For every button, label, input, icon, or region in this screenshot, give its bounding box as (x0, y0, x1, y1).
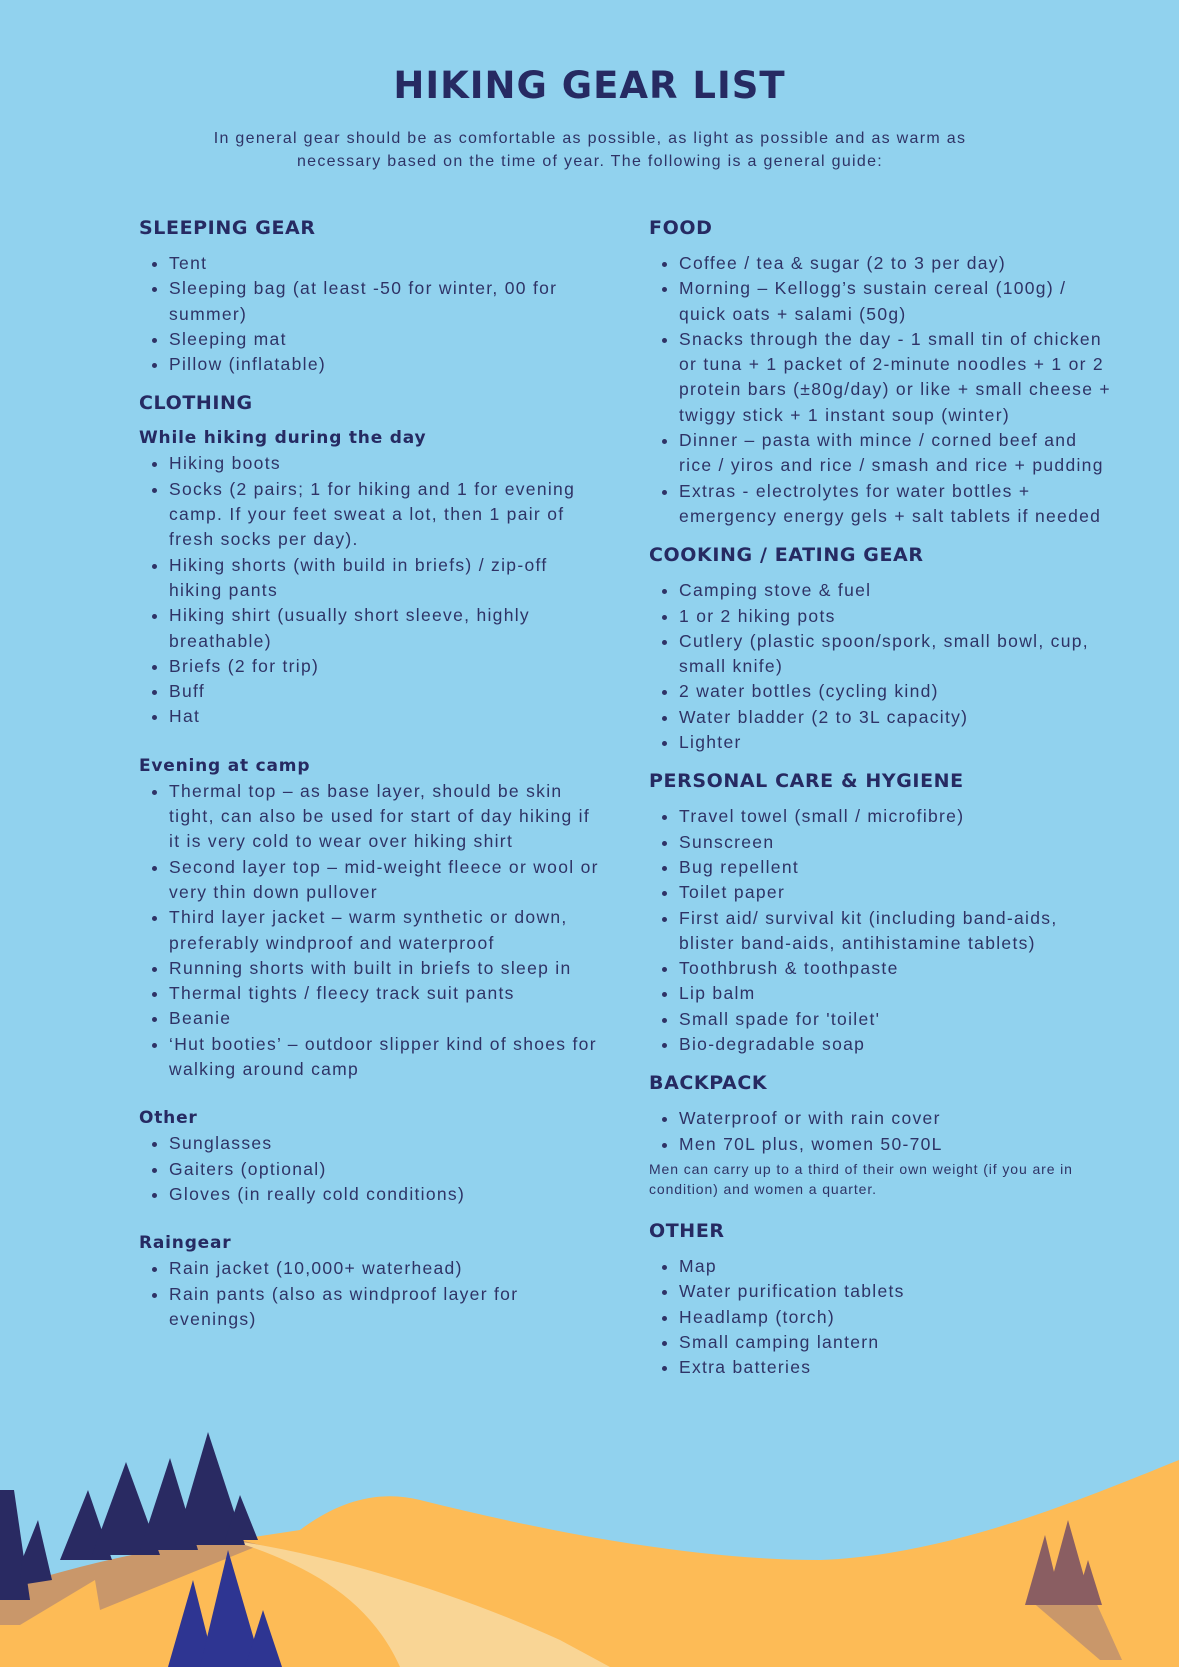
list-item: • Water bladder (2 to 3L capacity) (679, 705, 1111, 730)
list-item: • Toilet paper (679, 880, 1111, 905)
list-item: • Map (679, 1254, 1111, 1279)
list-item: • Small camping lantern (679, 1330, 1111, 1355)
list-item: • Cutlery (plastic spoon/spork, small bowl, cup, small knife) (679, 629, 1111, 680)
item-list (139, 251, 599, 377)
list-item: • Sunglasses (169, 1131, 599, 1156)
list-item: • Tent (169, 251, 599, 276)
section-heading: SLEEPING GEAR (139, 217, 316, 239)
list-item: • Beanie (169, 1006, 599, 1031)
item-list (139, 779, 599, 1083)
section-heading: CLOTHING (139, 392, 253, 415)
list-item: • Bio-degradable soap (679, 1032, 1111, 1057)
right-column (649, 216, 1111, 1380)
subsection-heading: Evening at camp (139, 755, 311, 776)
list-item: • Morning – Kellogg’s sustain cereal (100g) / quick oats + salami (50g) (679, 276, 1111, 327)
item-list (139, 1131, 599, 1207)
list-item: • Small spade for 'toilet' (679, 1007, 1111, 1032)
list-item: • Hiking shirt (usually short sleeve, highly breathable) (169, 603, 599, 654)
subsection-heading: While hiking during the day (139, 428, 427, 449)
list-item: • Dinner – pasta with mince / corned beef and rice / yiros and rice / smash and rice + pudding (679, 428, 1111, 479)
list-item: • Lip balm (679, 981, 1111, 1006)
section-heading: PERSONAL CARE & HYGIENE (649, 770, 964, 793)
list-item: • Rain jacket (10,000+ waterhead) (169, 1256, 599, 1281)
list-item: • Thermal tights / fleecy track suit pants (169, 981, 599, 1006)
list-item: • Camping stove & fuel (679, 578, 1111, 603)
list-item: • 2 water bottles (cycling kind) (679, 679, 1111, 704)
item-list (649, 1254, 1111, 1380)
list-item: • Travel towel (small / microfibre) (679, 804, 1111, 829)
list-item: • Third layer jacket – warm synthetic or down, preferably windproof and waterproof (169, 905, 599, 956)
list-item: • Bug repellent (679, 855, 1111, 880)
list-item: • Briefs (2 for trip) (169, 654, 599, 679)
list-item: • Sleeping bag (at least -50 for winter, 00 for summer) (169, 276, 599, 327)
hygiene-section (649, 769, 1111, 1057)
intro-text: In general gear should be as comfortable as possible, as light as possible and as warm as necessary based on the time of year. The following is a general guide: (213, 130, 967, 170)
list-item: • Gaiters (optional) (169, 1157, 599, 1182)
backpack-note: Men can carry up to a third of their own weight (if you are in condition) and women a quarter. (649, 1160, 1073, 1197)
list-item: • Coffee / tea & sugar (2 to 3 per day) (679, 251, 1111, 276)
list-item: • Hiking boots (169, 451, 599, 476)
list-item: • Hiking shorts (with build in briefs) / zip-off hiking pants (169, 553, 599, 604)
list-item: • Gloves (in really cold conditions) (169, 1182, 599, 1207)
item-list (649, 1106, 1111, 1157)
list-item: • Extra batteries (679, 1355, 1111, 1380)
section-heading: COOKING / EATING GEAR (649, 544, 924, 567)
list-item: • Sunscreen (679, 830, 1111, 855)
list-item: • Waterproof or with rain cover (679, 1106, 1111, 1131)
item-list (139, 451, 599, 729)
subsection-heading: Other (139, 1108, 198, 1129)
cooking-gear-section (649, 543, 1111, 755)
list-item: • Socks (2 pairs; 1 for hiking and 1 for evening camp. If your feet sweat a lot, then 1 pair of fresh socks per day). (169, 477, 599, 553)
list-item: • Buff (169, 679, 599, 704)
list-item: • Running shorts with built in briefs to sleep in (169, 956, 599, 981)
list-item: • Rain pants (also as windproof layer for evenings) (169, 1282, 599, 1333)
food-section (649, 216, 1111, 529)
list-item: • Men 70L plus, women 50-70L (679, 1132, 1111, 1157)
left-column (139, 216, 599, 1332)
item-list (139, 1256, 599, 1332)
list-item: • Lighter (679, 730, 1111, 755)
page-title: HIKING GEAR LIST (393, 64, 786, 107)
list-item: • Pillow (inflatable) (169, 352, 599, 377)
section-heading: OTHER (649, 1219, 725, 1242)
list-item: • Toothbrush & toothpaste (679, 956, 1111, 981)
item-list (649, 251, 1111, 529)
item-list (649, 804, 1111, 1057)
clothing-section (139, 391, 599, 1332)
section-heading: FOOD (649, 217, 713, 239)
list-item: • Extras - electrolytes for water bottles + emergency energy gels + salt tablets if needed (679, 479, 1111, 530)
subsection-heading: Raingear (139, 1233, 232, 1254)
list-item: • Water purification tablets (679, 1279, 1111, 1304)
list-item: • ‘Hut booties’ – outdoor slipper kind of shoes for walking around camp (169, 1032, 599, 1083)
item-list (649, 578, 1111, 755)
section-heading: BACKPACK (649, 1072, 768, 1095)
list-item: • Sleeping mat (169, 327, 599, 352)
backpack-section (649, 1071, 1111, 1199)
list-item: • First aid/ survival kit (including band-aids, blister band-aids, antihistamine tablets) (679, 906, 1111, 957)
other-section (649, 1219, 1111, 1380)
list-item: • Hat (169, 704, 599, 729)
list-item: • Headlamp (torch) (679, 1305, 1111, 1330)
list-item: • 1 or 2 hiking pots (679, 604, 1111, 629)
list-item: • Second layer top – mid-weight fleece or wool or very thin down pullover (169, 855, 599, 906)
list-item: • Thermal top – as base layer, should be skin tight, can also be used for start of day hiking if it is very cold to wear over hiking shirt (169, 779, 599, 855)
sleeping-gear-section (139, 216, 599, 377)
list-item: • Snacks through the day - 1 small tin of chicken or tuna + 1 packet of 2-minute noodles + 1 or 2 protein bars (±80g/day) or like + small cheese + twiggy stick + 1 instant soup (winter) (679, 327, 1111, 428)
